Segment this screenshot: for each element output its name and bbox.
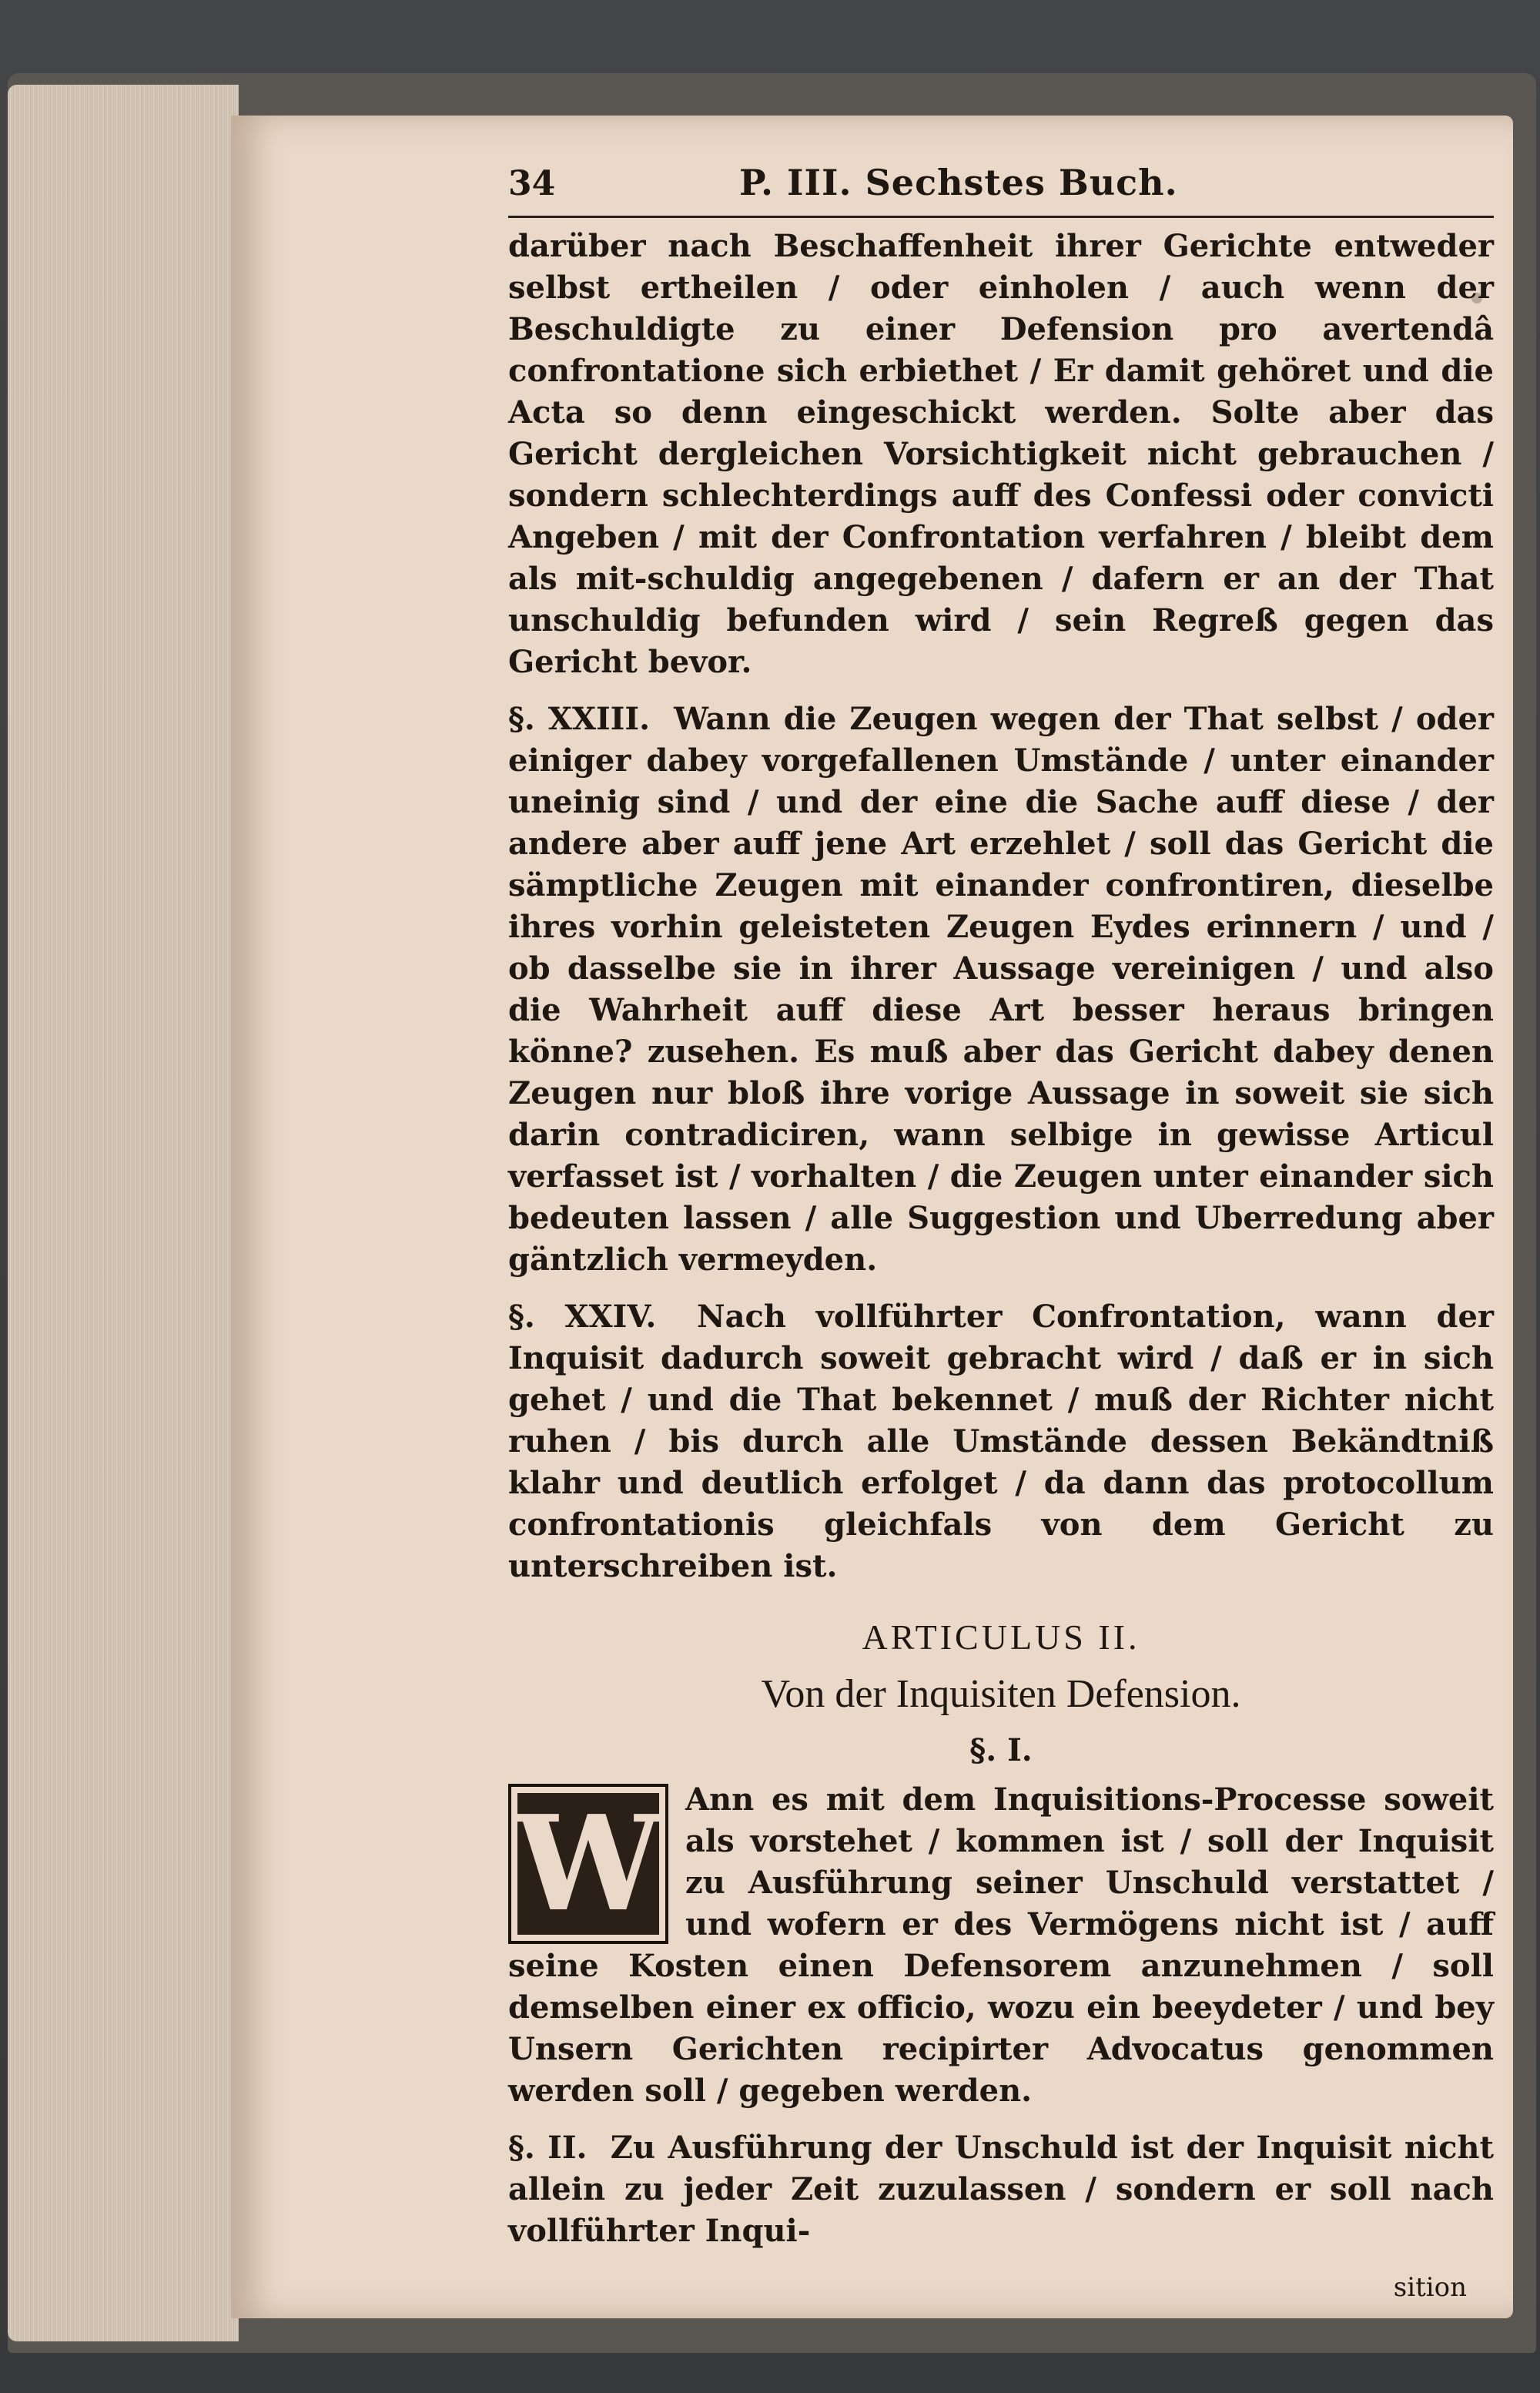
section-i	[508, 1779, 1494, 2112]
paragraph-continued: darüber nach Beschaffenheit ihrer Gerichte entweder selbst ertheilen / oder einholen / auch wenn der Beschuldigte zu einer Defension pro avertendâ confrontatione sich erbiethet / Er damit gehöret und die Acta so denn eingeschickt werden. Solte aber das Gericht dergleichen Vorsichtigkeit nicht gebrauchen / sondern schlechterdings auff des Confessi oder convicti Angeben / mit der Confrontation verfahren / bleibt dem als mit-schuldig angegebenen / dafern er an der That unschuldig befunden wird / sein Regreß gegen das Gericht bevor.	[508, 228, 1494, 680]
section-i-mark: §. I.	[969, 1732, 1033, 1768]
decorated-initial: W	[508, 1784, 668, 1944]
section-xxiv	[508, 1296, 1494, 1587]
section-text: Wann die Zeugen wegen der That selbst / oder einiger dabey vorgefallenen Umstände / unter einander uneinig sind / und der eine die Sache auff diese / der andere aber auff jene Art erzehlet / soll das Gericht die sämptliche Zeugen mit einander confrontiren, dieselbe ihres vorhin geleisteten Zeugen Eydes erinnern / und / ob dasselbe sie in ihrer Aussage vereinigen / und also die Wahrheit auff diese Art besser heraus bringen könne? zusehen. Es muß aber das Gericht dabey denen Zeugen nur bloß ihre vorige Aussage in soweit sie sich darin contradiciren, wann selbige in gewisse Articul verfasset ist / vorhalten / die Zeugen unter einander sich bedeuten lassen / alle Suggestion und Uberredung aber gäntzlich vermeyden.	[508, 701, 1494, 1278]
article-heading: ARTICULUS II.	[862, 1617, 1140, 1657]
section-xxiii	[508, 699, 1494, 1281]
text-block	[508, 162, 1494, 2267]
section-text: Zu Ausführung der Unschuld ist der Inquisit nicht allein zu jeder Zeit zuzulassen / sondern er soll nach vollführter Inqui-	[508, 2130, 1494, 2249]
page-number: 34	[508, 164, 556, 203]
book-page	[231, 116, 1513, 2318]
article-subtitle: Von der Inquisiten Defension.	[761, 1672, 1241, 1716]
section-text: Ann es mit dem Inquisitions-Processe soweit als vorstehet / kommen ist / soll der Inquisit zu Ausführung seiner Unschuld verstattet / und wofern er des Vermögens nicht ist / auff seine Kosten einen Defensorem anzunehmen / soll demselben einer ex officio, wozu ein beeydeter / und bey Unsern Gerichten recipirter Advocatus genommen werden soll / gegeben werden.	[508, 1781, 1494, 2109]
section-text: Nach vollführter Confrontation, wann der Inquisit dadurch soweit gebracht wird / daß er in sich gehet / und die That bekennet / muß der Richter nicht ruhen / bis durch alle Umstände dessen Bekändtniß klahr und deutlich erfolget / da dann das protocollum confrontationis gleichfals von dem Gericht zu unterschreiben ist.	[508, 1299, 1494, 1584]
running-header	[508, 162, 1494, 218]
section-ii	[508, 2127, 1494, 2252]
page-edges	[8, 85, 239, 2341]
section-number: §. XXIII.	[508, 701, 651, 737]
running-title: P. III. Sechstes Buch.	[739, 162, 1178, 203]
section-number: §. II.	[508, 2130, 588, 2166]
section-number: §. XXIV.	[508, 1299, 657, 1335]
catchword: sition	[1393, 2272, 1467, 2303]
